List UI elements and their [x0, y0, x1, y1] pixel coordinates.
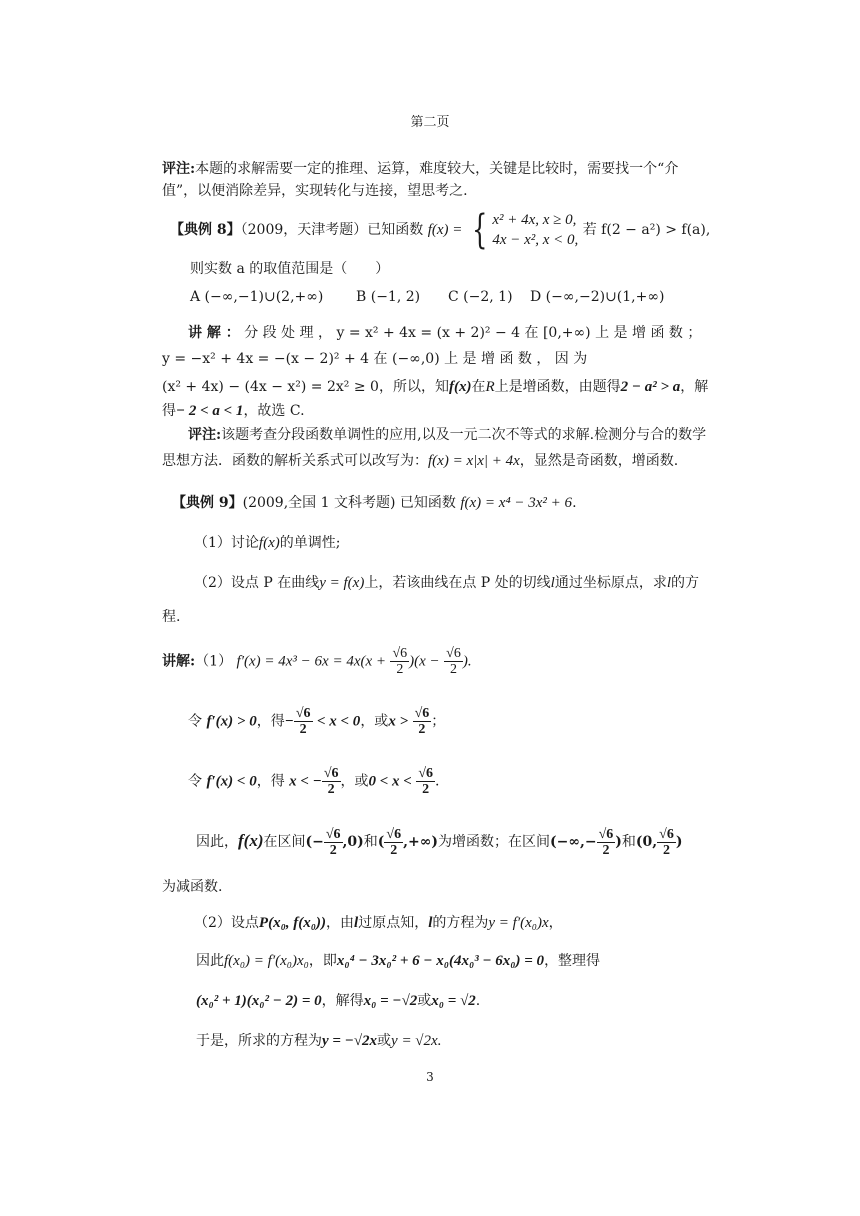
decreasing-condition: [188, 766, 439, 797]
math-text: )(x −: [409, 653, 440, 670]
text: （2）设点: [194, 915, 259, 931]
text: .: [572, 495, 577, 511]
text: （2）设点 P 在曲线: [194, 575, 320, 591]
text: ，故选 C.: [243, 403, 305, 419]
text: 思想方法．函数的解析关系式可以改写为：: [162, 453, 428, 469]
solution-9-part-2-line-3: [196, 990, 480, 1012]
text: 上，若该曲线在点 P 处的切线: [364, 575, 551, 591]
example-9-question-2: [194, 572, 699, 594]
numerator: √6: [598, 826, 614, 842]
text: 或: [417, 993, 432, 1009]
interval-bracket: (−∞,−: [549, 834, 597, 850]
text: ，或: [340, 773, 369, 790]
fraction-sqrt6-over-2: [390, 646, 409, 677]
math-formula: f(x) = x|x| + 4x: [428, 453, 520, 469]
math-sign: −: [284, 713, 294, 730]
math-derivative: f′(x) = 4x³ − 6x = 4x(x +: [236, 653, 387, 670]
solution-8-line-4: [162, 400, 305, 422]
math-range: − 2 < a < 1: [176, 403, 244, 419]
math-fx: f(x): [448, 379, 472, 395]
case-2: 4x − x², x < 0,: [492, 232, 579, 248]
numerator: √6: [659, 826, 674, 842]
math-tangent: y = f′(x₀)x: [488, 915, 549, 931]
comment-2-line-1: [188, 424, 706, 446]
math-inequality: x < −: [289, 773, 322, 790]
text: 的方程为: [432, 915, 489, 931]
text: 在区间: [263, 834, 306, 850]
comment-text: 该题考查分段函数单调性的应用,以及一元二次不等式的求解.检测分与合的数学: [221, 427, 707, 443]
solution-9-part-2-line-2: [196, 950, 600, 972]
solution-8-line-3: [162, 376, 708, 398]
text: ，: [548, 915, 563, 931]
math-inequality: 2 − a² > a: [620, 379, 681, 395]
text: 为增函数；在区间: [437, 834, 550, 850]
solution-9-part-2-line-1: [194, 912, 563, 934]
denominator: 2: [449, 662, 457, 677]
solution-label: 讲解:: [162, 653, 196, 670]
decreasing-text: 为减函数.: [162, 879, 223, 895]
math-l: l: [428, 915, 433, 931]
denominator: 2: [396, 662, 404, 677]
text: 令: [188, 773, 202, 790]
monotonic-intervals: [196, 826, 682, 858]
option-d: D (−∞,−2)∪(1,+∞): [530, 289, 665, 305]
comment-1-line-1: [162, 158, 678, 180]
denominator: 2: [329, 842, 337, 858]
text: 在: [471, 379, 486, 395]
interval-bracket: ): [615, 834, 622, 850]
math-answer: y = √2x.: [391, 1033, 442, 1049]
interval-bracket: ,0): [342, 834, 364, 850]
text: .: [435, 773, 440, 790]
interval-bracket: (: [377, 834, 385, 850]
numerator: √6: [386, 826, 402, 842]
text: 和: [621, 834, 636, 850]
denominator: 2: [602, 842, 610, 858]
text: ，显然是奇函数，增函数.: [519, 453, 679, 469]
math-fx: f(x): [258, 535, 280, 551]
math-equation: (x₀² + 1)(x₀² − 2) = 0: [196, 993, 322, 1009]
solution-9-derivative: [162, 646, 472, 677]
numerator: √6: [418, 766, 433, 781]
text: ，或: [360, 713, 389, 730]
text: ，解: [680, 379, 709, 395]
text: (x² + 4x) − (4x − x²) = 2x² ≥ 0，所以，知: [162, 379, 449, 395]
increasing-condition: [188, 706, 445, 737]
math-l: l: [354, 915, 359, 931]
math-fx: f(x): [238, 831, 264, 850]
math-point: P(x₀, f(x₀)): [258, 915, 327, 931]
fraction-sqrt6-over-2: [322, 766, 341, 797]
example-8-tag: 【典例 8】: [170, 222, 241, 238]
solution-9-part-2-line-4: [196, 1030, 441, 1052]
text: 或: [377, 1033, 392, 1049]
example-8-source: （2009，天津考题）已知函数: [240, 222, 424, 238]
text: 得: [162, 403, 176, 419]
solution-label: 讲 解 ：: [188, 325, 240, 341]
text: 通过坐标原点，求: [554, 575, 667, 591]
example-9-tag: 【典例 9】: [172, 495, 243, 511]
fraction-sqrt6-over-2: [444, 646, 463, 677]
text: ，解得: [321, 993, 364, 1009]
math-text: ).: [462, 653, 472, 670]
numerator: √6: [414, 706, 430, 721]
text: ，得: [256, 773, 285, 790]
text: ；: [431, 713, 446, 730]
text: ，整理得: [544, 953, 601, 969]
math-l: l: [666, 575, 672, 591]
comment-2-line-2: [162, 450, 678, 472]
denominator: 2: [422, 782, 430, 797]
math-inequality: < x < 0: [316, 713, 361, 730]
text: 于是，所求的方程为: [196, 1033, 322, 1049]
example-8-fx: f(x) =: [427, 222, 463, 238]
text: 过原点知，: [358, 915, 429, 931]
text: ，得: [256, 713, 285, 730]
example-9-source: (2009,全国 1 文科考题) 已知函数: [242, 495, 456, 511]
example-8-condition: 若 f(2 − a²) > f(a),: [582, 222, 711, 238]
fraction-sqrt6-over-2: [416, 766, 435, 797]
option-a: A (−∞,−1)∪(2,+∞): [190, 289, 324, 305]
brace-symbol: {: [471, 207, 488, 253]
numerator: √6: [295, 706, 311, 721]
denominator: 2: [390, 842, 398, 858]
example-9-question-1: [194, 532, 340, 554]
math-r: R: [485, 379, 495, 395]
numerator: √6: [325, 826, 341, 842]
example-9-statement: [172, 492, 577, 514]
comment-label: 评注:: [188, 427, 222, 443]
page-header: 第二页: [410, 115, 450, 130]
math-condition: f′(x) < 0: [206, 773, 257, 790]
text: （1）讨论: [194, 535, 259, 551]
text: 因此: [196, 953, 224, 969]
numerator: √6: [392, 646, 408, 661]
comment-1-line-2: 值”，以便消除差异，实现转化与连接，望思考之.: [162, 183, 468, 199]
example-9-fx: f(x) = x⁴ − 3x² + 6: [460, 495, 573, 511]
math-solution: x₀ = √2: [431, 993, 476, 1009]
numerator: √6: [323, 766, 339, 781]
text: 的单调性;: [279, 535, 341, 551]
text: ，即: [308, 953, 337, 969]
solution-8-line-1: [188, 322, 701, 344]
comment-text: 本题的求解需要一定的推理、运算，难度较大，关键是比较时，需要找一个“介: [195, 161, 679, 177]
text: 的方: [671, 575, 700, 591]
math-equation: x₀⁴ − 3x₀² + 6 − x₀(4x₀³ − 6x₀) = 0: [336, 953, 545, 969]
solution-text: 分 段 处 理 ， y = x² + 4x = (x + 2)² − 4 在 [0,+∞) 上 是 增 函 数 ；: [244, 325, 702, 341]
interval-bracket: (−: [305, 834, 324, 850]
fraction-sqrt6-over-2: [413, 706, 432, 737]
interval-bracket: (0,: [635, 834, 658, 850]
comment-label: 评注:: [162, 161, 196, 177]
case-1: x² + 4x, x ≥ 0,: [492, 212, 577, 228]
math-inequality: 0 < x <: [368, 773, 412, 790]
text: 因此，: [196, 834, 238, 850]
math-inequality: x >: [388, 713, 409, 730]
text: 上是增函数，由题得: [494, 379, 621, 395]
option-b: B (−1, 2): [356, 289, 421, 305]
text: 令: [188, 713, 202, 730]
denominator: 2: [299, 722, 307, 737]
fraction-sqrt6-over-2: [324, 827, 343, 858]
denominator: 2: [663, 842, 671, 858]
fraction-sqrt6-over-2: [384, 827, 403, 858]
denominator: 2: [418, 722, 426, 737]
math-curve: y = f(x): [319, 575, 365, 591]
math-solution: x₀ = −√2: [363, 993, 418, 1009]
numerator: √6: [446, 646, 461, 661]
math-answer: y = −√2x: [322, 1033, 378, 1049]
denominator: 2: [327, 782, 335, 797]
math-equation: f(x₀) = f′(x₀)x₀: [224, 953, 309, 969]
text: .: [475, 993, 481, 1009]
text: 和: [363, 834, 378, 850]
option-c: C (−2, 1): [448, 289, 513, 305]
example-9-question-2-cont: 程.: [162, 609, 181, 625]
fraction-sqrt6-over-2: [597, 827, 616, 858]
math-l: l: [550, 575, 555, 591]
piecewise-cases: [492, 210, 578, 250]
solution-8-line-2: y = −x² + 4x = −(x − 2)² + 4 在 (−∞,0) 上 是 增 函 数 ， 因 为: [162, 351, 588, 367]
interval-bracket: ,+∞): [403, 834, 438, 850]
text: ，由: [326, 915, 355, 931]
math-condition: f′(x) > 0: [206, 713, 257, 730]
example-8-statement: [170, 207, 711, 253]
text: （1）: [195, 653, 233, 670]
page-number: 3: [426, 1070, 434, 1084]
interval-bracket: ): [675, 834, 683, 850]
fraction-sqrt6-over-2: [657, 827, 676, 858]
fraction-sqrt6-over-2: [294, 706, 313, 737]
example-8-question: 则实数 a 的取值范围是（ ）: [190, 261, 390, 277]
